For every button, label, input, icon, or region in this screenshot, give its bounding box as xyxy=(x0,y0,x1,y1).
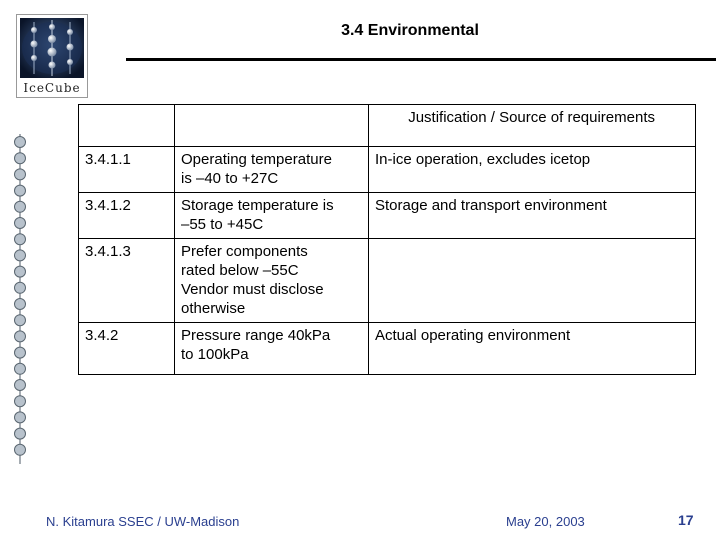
footer-author: N. Kitamura SSEC / UW-Madison xyxy=(46,514,240,529)
bead xyxy=(15,201,26,212)
requirement-line: to 100kPa xyxy=(181,346,249,363)
bead xyxy=(15,234,26,245)
bead xyxy=(15,396,26,407)
requirement-line: Storage temperature is xyxy=(181,197,334,214)
justification-text: In-ice operation, excludes icetop xyxy=(369,147,696,193)
requirement-text xyxy=(175,323,369,375)
icecube-logo-graphic xyxy=(20,18,84,78)
bead xyxy=(15,153,26,164)
table-row xyxy=(79,193,696,239)
requirement-line: Vendor must disclose xyxy=(181,281,324,298)
bead xyxy=(15,363,26,374)
requirement-line: –55 to +45C xyxy=(181,216,264,233)
bead xyxy=(15,412,26,423)
table-row xyxy=(79,323,696,375)
requirement-id: 3.4.1.1 xyxy=(79,147,175,193)
header-cell-requirement xyxy=(175,105,369,147)
requirement-id: 3.4.1.3 xyxy=(79,239,175,323)
bead xyxy=(15,444,26,455)
bead xyxy=(15,218,26,229)
requirement-line: Operating temperature xyxy=(181,151,332,168)
requirement-line: Prefer components xyxy=(181,243,308,260)
bead xyxy=(15,250,26,261)
bead xyxy=(15,137,26,148)
header-cell-id xyxy=(79,105,175,147)
table-row xyxy=(79,147,696,193)
bead xyxy=(15,185,26,196)
requirement-text xyxy=(175,193,369,239)
bead xyxy=(15,331,26,342)
requirement-line: rated below –55C xyxy=(181,262,299,279)
header-cell-justification: Justification / Source of requirements xyxy=(369,105,696,147)
requirement-line: otherwise xyxy=(181,300,246,317)
requirement-line: is –40 to +27C xyxy=(181,170,279,187)
bead xyxy=(15,169,26,180)
title-underline xyxy=(126,58,716,61)
requirement-text xyxy=(175,147,369,193)
bead xyxy=(15,428,26,439)
bead xyxy=(15,266,26,277)
icecube-logo xyxy=(16,14,88,98)
requirement-text xyxy=(175,239,369,323)
bead xyxy=(15,282,26,293)
logo-wordmark: IceCube xyxy=(23,81,81,95)
justification-text: Actual operating environment xyxy=(369,323,696,375)
page-number: 17 xyxy=(678,512,694,528)
footer-date: May 20, 2003 xyxy=(506,514,585,529)
requirement-line: Pressure range 40kPa xyxy=(181,327,331,344)
page-title: 3.4 Environmental xyxy=(341,22,479,39)
bead xyxy=(15,380,26,391)
bead xyxy=(15,299,26,310)
justification-text xyxy=(369,239,696,323)
requirement-id: 3.4.2 xyxy=(79,323,175,375)
bead-chain-decoration xyxy=(10,134,50,464)
requirements-table xyxy=(78,104,696,375)
justification-text: Storage and transport environment xyxy=(369,193,696,239)
bead xyxy=(15,347,26,358)
bead xyxy=(15,315,26,326)
table-row xyxy=(79,239,696,323)
requirement-id: 3.4.1.2 xyxy=(79,193,175,239)
table-header-row xyxy=(79,105,696,147)
